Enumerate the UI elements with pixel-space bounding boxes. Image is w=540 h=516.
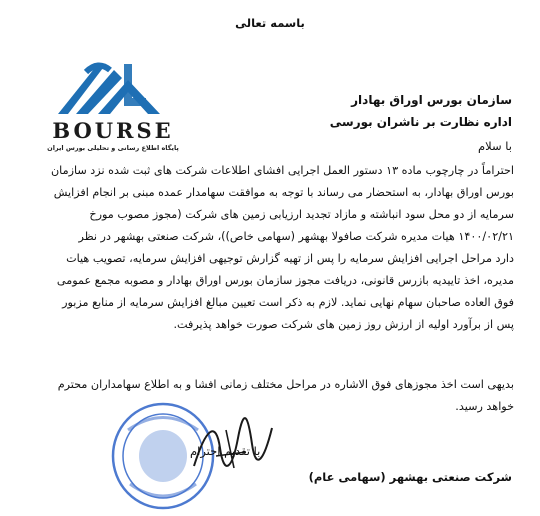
greeting: با سلام bbox=[478, 139, 512, 153]
recipient-department: اداره نظارت بر ناشران بورسی bbox=[329, 115, 512, 129]
logo-wordmark: BOURSE bbox=[52, 118, 174, 143]
bourse24-logo bbox=[28, 56, 198, 164]
body-line: سرمایه از دو محل سود انباشته و مازاد تجدید ارزیابی زمین های شرکت (مجوز مصوب مورخ bbox=[89, 208, 514, 221]
stamp-core bbox=[139, 430, 187, 482]
letter-header-basmala: باسمه تعالی bbox=[235, 16, 305, 30]
body-line: فوق العاده صاحبان سهام نهایی نماید. لازم به ذکر است تعیین مبالغ افزایش سرمایه از منابع مزبور bbox=[62, 296, 514, 309]
body-line: ۱۴۰۰/۰۲/۲۱ هیات مدیره شرکت صافولا بهشهر (سهامی خاص))، شرکت صنعتی بهشهر در نظر bbox=[78, 230, 514, 243]
recipient-org: سازمان بورس اوراق بهادار bbox=[351, 93, 512, 107]
logo-four-stroke bbox=[124, 64, 146, 106]
logo-emblem-icon bbox=[28, 56, 198, 120]
body-line: احتراماً در چارچوب ماده ۱۳ دستور العمل اجرایی افشای اطلاعات شرکت های ثبت شده نزد سازمان bbox=[50, 164, 514, 177]
signatory-company: شرکت صنعتی بهشهر (سهامی عام) bbox=[308, 470, 512, 484]
signature-stroke bbox=[194, 418, 272, 466]
sign-off-regards: با تقدیم احترام bbox=[190, 444, 261, 458]
body-line: بورس اوراق بهادار، به استحضار می رساند با توجه به موافقت سهامدار عمده مبنی بر انجام افزایش bbox=[53, 186, 514, 199]
body-line: پس از برآورد اولیه از ارزش روز زمین های شرکت صورت خواهد پذیرفت. bbox=[173, 318, 514, 331]
logo-tagline: پایگاه اطلاع رسانی و تحلیلی بورس ایران bbox=[47, 144, 179, 152]
closing-line: خواهد رسید. bbox=[455, 400, 514, 413]
body-line: دارد مراحل اجرایی افزایش سرمایه را پس از تهیه گزارش توجیهی افزایش سرمایه، تصویب هیات bbox=[66, 252, 514, 265]
signature-icon bbox=[186, 408, 276, 478]
closing-line: بدیهی است اخذ مجوزهای فوق الاشاره در مراحل مختلف زمانی افشا و به اطلاع سهامداران محترم bbox=[57, 378, 514, 391]
body-line: مدیره، اخذ تاییدیه بازرس قانونی، دریافت مجوز سازمان بورس اوراق بهادار و مصوبه مجمع عمومی bbox=[56, 274, 514, 287]
stamp-arc-text-bottom bbox=[130, 484, 196, 496]
letter-body bbox=[24, 160, 514, 336]
